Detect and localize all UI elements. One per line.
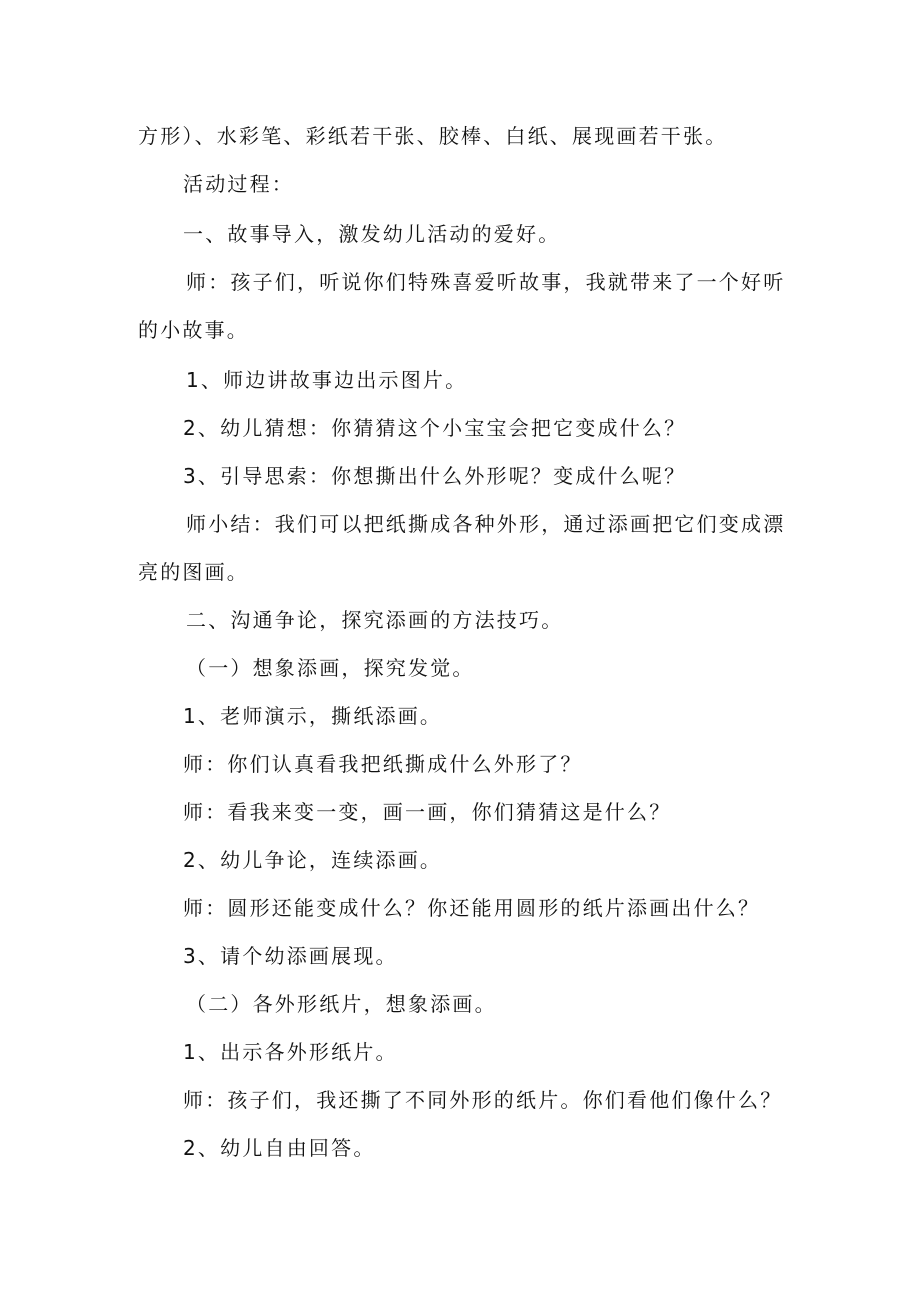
text-line: 师：圆形还能变成什么？你还能用圆形的纸片添画出什么？ (183, 896, 761, 920)
text-line: 师小结：我们可以把纸撕成各种外形，通过添画把它们变成漂 (186, 512, 786, 536)
list-item: 3、引导思索：你想撕出什么外形呢？变成什么呢？ (183, 464, 687, 488)
section-heading: 二、沟通争论，探究添画的方法技巧。 (186, 608, 564, 632)
list-item: 3、请个幼添画展现。 (183, 944, 398, 968)
list-item: 2、幼儿猜想：你猜猜这个小宝宝会把它变成什么？ (183, 416, 687, 440)
text-line: 师：你们认真看我把纸撕成什么外形了？ (183, 752, 583, 776)
text-line: 师：看我来变一变，画一画，你们猜猜这是什么？ (183, 800, 672, 824)
list-item: 2、幼儿争论，连续添画。 (183, 848, 443, 872)
text-line: 师：孩子们，听说你们特殊喜爱听故事，我就带来了一个好听 (186, 270, 786, 294)
subsection-heading: （一）想象添画，探究发觉。 (186, 656, 475, 680)
text-line: 活动过程： (183, 172, 294, 196)
list-item: 2、幼儿自由回答。 (183, 1136, 376, 1160)
text-line: 亮的图画。 (138, 560, 249, 584)
list-item: 1、出示各外形纸片。 (183, 1040, 398, 1064)
list-item: 1、老师演示，撕纸添画。 (183, 704, 443, 728)
text-line: 方形）、水彩笔、彩纸若干张、胶棒、白纸、展现画若干张。 (138, 124, 728, 148)
section-heading: 一、故事导入，激发幼儿活动的爱好。 (183, 222, 561, 246)
list-item: 1、师边讲故事边出示图片。 (186, 368, 468, 392)
subsection-heading: （二）各外形纸片，想象添画。 (186, 992, 497, 1016)
text-line: 的小故事。 (138, 318, 249, 342)
text-line: 师：孩子们，我还撕了不同外形的纸片。你们看他们像什么？ (183, 1088, 783, 1112)
